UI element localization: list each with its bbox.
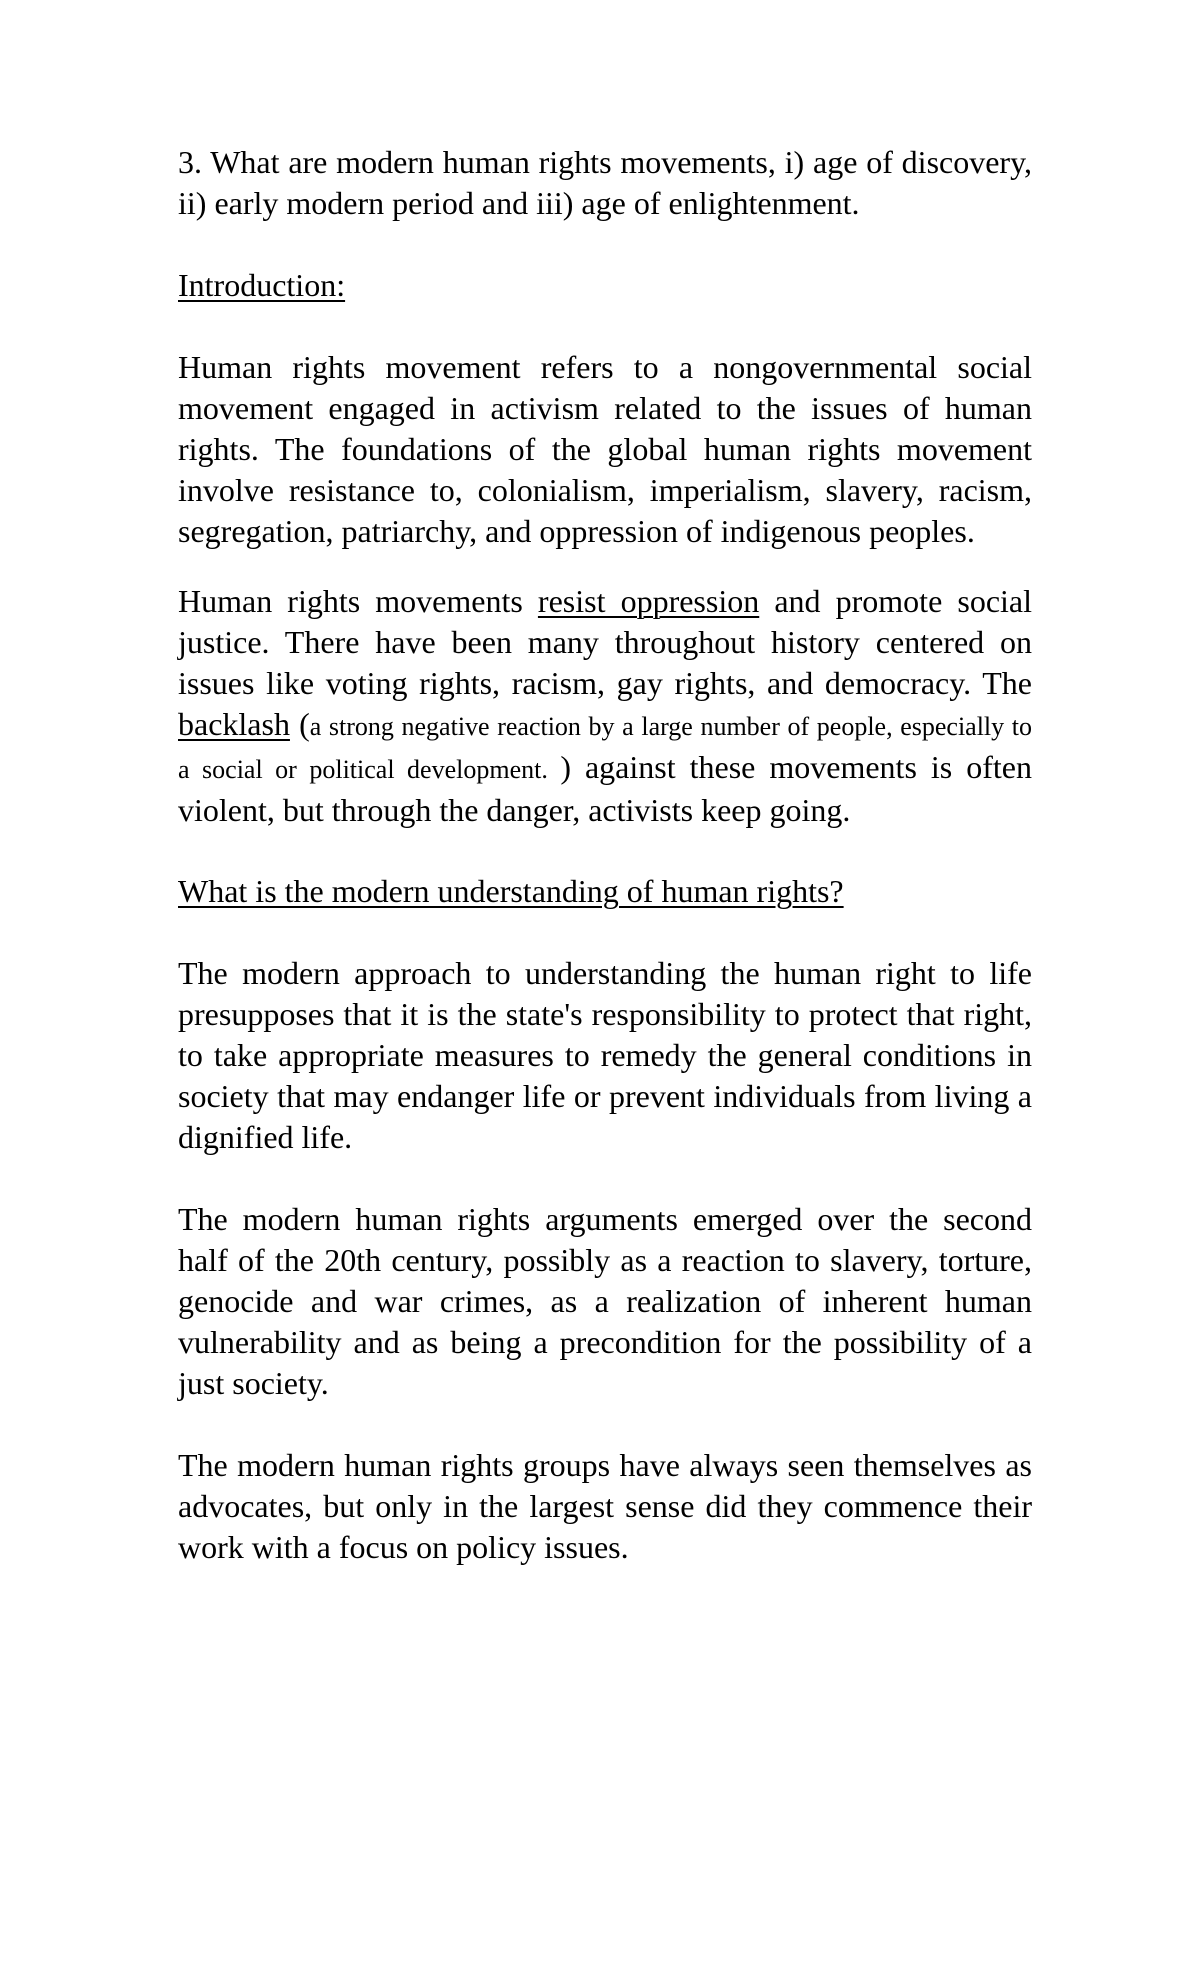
modern-understanding-heading: What is the modern understanding of human rights? xyxy=(178,873,844,909)
term-backlash: backlash xyxy=(178,706,290,742)
document-body xyxy=(178,142,1032,1609)
term-resist-oppression: resist oppression xyxy=(537,583,760,619)
intro-paragraph-2 xyxy=(178,581,1032,831)
introduction-heading: Introduction: xyxy=(178,267,346,303)
intro-p2-part2: and promote social justice. There have been many throughout history centered on issues like voting rights, racism, gay rights, and democracy. The xyxy=(178,583,1033,701)
intro-p2-part1: Human rights movements xyxy=(178,583,538,619)
modern-paragraph-2: The modern human rights arguments emerged over the second half of the 20th century, possibly as a reaction to slavery, torture, genocide and war crimes, as a realization of inherent human vulnerability and as being a precondition for the possibility of a just society. xyxy=(178,1201,1032,1401)
paren-close: ) xyxy=(560,749,571,785)
question-text: 3. What are modern human rights movements, i) age of discovery, ii) early modern period and iii) age of enlightenment. xyxy=(178,144,1032,221)
backlash-definition: a strong negative reaction by a large number of people, especially to a social or political development. xyxy=(178,712,1033,784)
paren-open: ( xyxy=(289,706,310,742)
intro-paragraph-1: Human rights movement refers to a nongovernmental social movement engaged in activism related to the issues of human rights. The foundations of the global human rights movement involve resistance to, colonialism, imperialism, slavery, racism, segregation, patriarchy, and oppression of indigenous peoples. xyxy=(178,349,1032,549)
modern-paragraph-3: The modern human rights groups have always seen themselves as advocates, but only in the largest sense did they commence their work with a focus on policy issues. xyxy=(178,1447,1032,1565)
intro-p2-part3: against these movements is often violent, but through the danger, activists keep going. xyxy=(178,749,1032,828)
modern-paragraph-1: The modern approach to understanding the human right to life presupposes that it is the state's responsibility to protect that right, to take appropriate measures to remedy the general conditions in society that may endanger life or prevent individuals from living a dignified life. xyxy=(178,955,1032,1155)
